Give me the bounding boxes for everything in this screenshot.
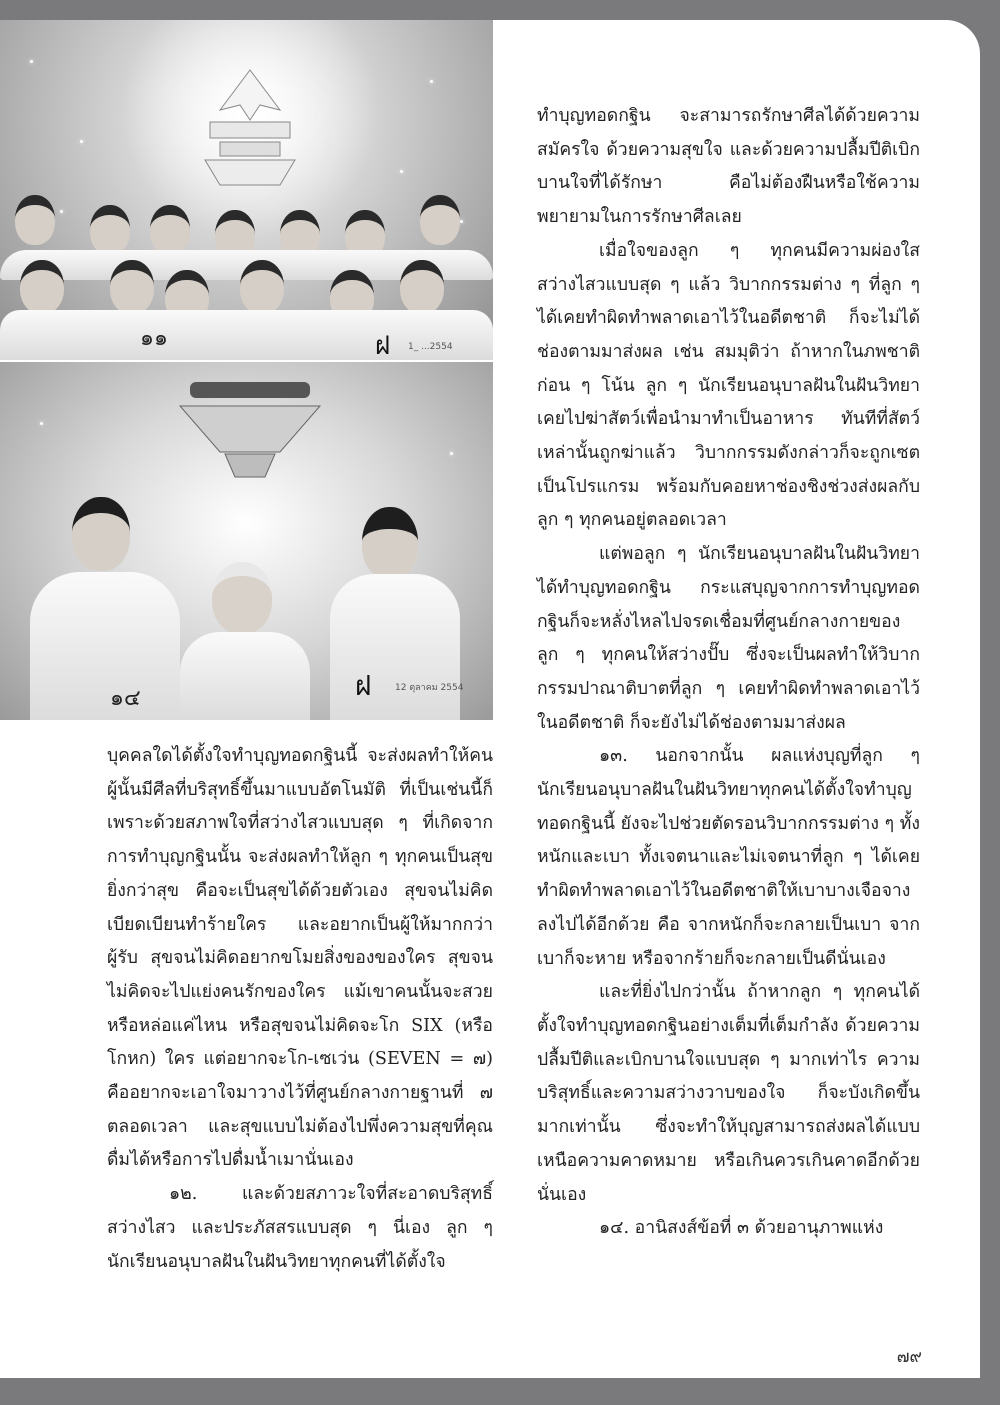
kathina-robe-offering-icon (180, 60, 320, 190)
star-icon (80, 140, 83, 143)
illustration-kathina-students (0, 20, 493, 360)
right-text-column (537, 100, 920, 1246)
paragraph: ๑๔. อานิสงส์ข้อที่ ๓ ด้วยอานุภาพแห่ง (599, 1218, 884, 1239)
star-icon (460, 220, 463, 223)
kathina-bowl-icon (170, 372, 330, 482)
paragraph: ทำบุญทอดกฐิน จะสามารถรักษาศีลได้ด้วยความสมัครใจ ด้วยความสุขใจ และด้วยความปลื้มปีติเบิกบานใจที่ได้รักษา คือไม่ต้องฝืนหรือใช้ความพยายามในการรักษาศีลเลย (537, 106, 920, 228)
star-icon (450, 452, 453, 455)
star-icon (400, 170, 403, 173)
signature-mark: ฝ (375, 331, 391, 360)
paragraph: ๑๒. และด้วยสภาวะใจที่สะอาดบริสุทธิ์สว่างไสว และประภัสสรแบบสุด ๆ นี่เอง ลูก ๆ นักเรียนอนุบาลฝันในฝันวิทยาทุกคนที่ได้ตั้งใจ (107, 1184, 493, 1272)
illustration-family (0, 362, 493, 720)
page-number: ๗๙ (896, 1347, 922, 1367)
image-date: 12 ตุลาคม 2554 (395, 683, 464, 693)
star-icon (60, 210, 63, 213)
star-icon (40, 422, 43, 425)
signature-mark: ฝ (355, 669, 372, 702)
paragraph: และที่ยิ่งไปกว่านั้น ถ้าหากลูก ๆ ทุกคนได้ตั้งใจทำบุญทอดกฐินอย่างเต็มที่เต็มกำลัง ด้วยความปลื้มปีติและเบิกบานใจแบบสุด ๆ มากเท่าไร ความบริสุทธิ์และความสว่างวาบของใจ ก็จะบังเกิดขึ้นมากเท่านั้น ซึ่งจะทำให้บุญสามารถส่งผลได้แบบเหนือความคาดหมาย หรือเกินควรเกินคาดอีกด้วยนั่นเอง (537, 982, 920, 1205)
left-text-column (107, 740, 493, 1279)
image-label: ๑๔ (110, 686, 141, 711)
paragraph: ๑๓. นอกจากนั้น ผลแห่งบุญที่ลูก ๆ นักเรียนอนุบาลฝันในฝันวิทยาทุกคนได้ตั้งใจทำบุญทอดกฐินนี้ ยังจะไปช่วยตัดรอนวิบากกรรมต่าง ๆ ทั้งหนักและเบา ทั้งเจตนาและไม่เจตนาที่ลูก ๆ ได้เคยทำผิดทำพลาดเอาไว้ในอดีตชาติให้เบาบางเจือจางลงไปได้อีกด้วย คือ จากหนักก็จะกลายเป็นเบา จากเบาก็จะหาย หรือจากร้ายก็จะกลายเป็นดีนั่นเอง (537, 746, 920, 969)
paragraph: บุคคลใดได้ตั้งใจทำบุญทอดกฐินนี้ จะส่งผลทำให้คนผู้นั้นมีศีลที่บริสุทธิ์ขึ้นมาแบบอัตโนมัติ ที่เป็นเช่นนี้ก็เพราะด้วยสภาพใจที่สว่างไสวแบบสุด ๆ ที่เกิดจากการทำบุญกฐินนั้น จะส่งผลทำให้ลูก ๆ ทุกคนเป็นสุขยิ่งกว่าสุข คือจะเป็นสุขได้ด้วยตัวเอง สุขจนไม่คิดเบียดเบียนทำร้ายใคร และอยากเป็นผู้ให้มากกว่าผู้รับ สุขจนไม่คิดอยากขโมยสิ่งของของใคร สุขจนไม่คิดจะไปแย่งคนรักของใคร แม้เขาคนนั้นจะสวยหรือหล่อแค่ไหน หรือสุขจนไม่คิดจะโก SIX (หรือโกหก) ใคร แต่อยากจะโก-เซเว่น (SEVEN = ๗) คืออยากจะเอาใจมาวางไว้ที่ศูนย์กลางกายฐานที่ ๗ ตลอดเวลา และสุขแบบไม่ต้องไปพึ่งความสุขที่คุณดื่มได้หรือการไปดื่มน้ำเมานั่นเอง (107, 746, 493, 1171)
star-icon (30, 60, 33, 63)
page (0, 20, 980, 1378)
paragraph: แต่พอลูก ๆ นักเรียนอนุบาลฝันในฝันวิทยาได้ทำบุญทอดกฐิน กระแสบุญจากการทำบุญทอดกฐินก็จะหลั่งไหลไปจรดเชื่อมที่ศูนย์กลางกายของลูก ๆ ทุกคนให้สว่างปั๊บ ซึ่งจะเป็นผลทำให้วิบากกรรมปาณาติบาตที่ลูก ๆ เคยทำผิดทำพลาดเอาไว้ในอดีตชาติ ก็จะยังไม่ได้ช่องตามมาส่งผล (537, 544, 920, 733)
image-label: ๑๑ (140, 326, 168, 351)
paragraph: เมื่อใจของลูก ๆ ทุกคนมีความผ่องใสสว่างไสวแบบสุด ๆ แล้ว วิบากกรรมต่าง ๆ ที่ลูก ๆ ได้เคยทำผิดทำพลาดเอาไว้ในอดีตชาติ ก็จะไม่ได้ช่องตามมาส่งผล เช่น สมมุติว่า ถ้าหากในภพชาติก่อน ๆ โน้น ลูก ๆ นักเรียนอนุบาลฝันในฝันวิทยาเคยไปฆ่าสัตว์เพื่อนำมาทำเป็นอาหาร ทันทีที่สัตว์เหล่านั้นถูกฆ่าแล้ว วิบากกรรมดังกล่าวก็จะถูกเซตเป็นโปรแกรม พร้อมกับคอยหาช่องชิงช่วงส่งผลกับลูก ๆ ทุกคนอยู่ตลอดเวลา (537, 240, 920, 531)
image-date: 1_ ...2554 (408, 342, 453, 352)
star-icon (430, 80, 433, 83)
